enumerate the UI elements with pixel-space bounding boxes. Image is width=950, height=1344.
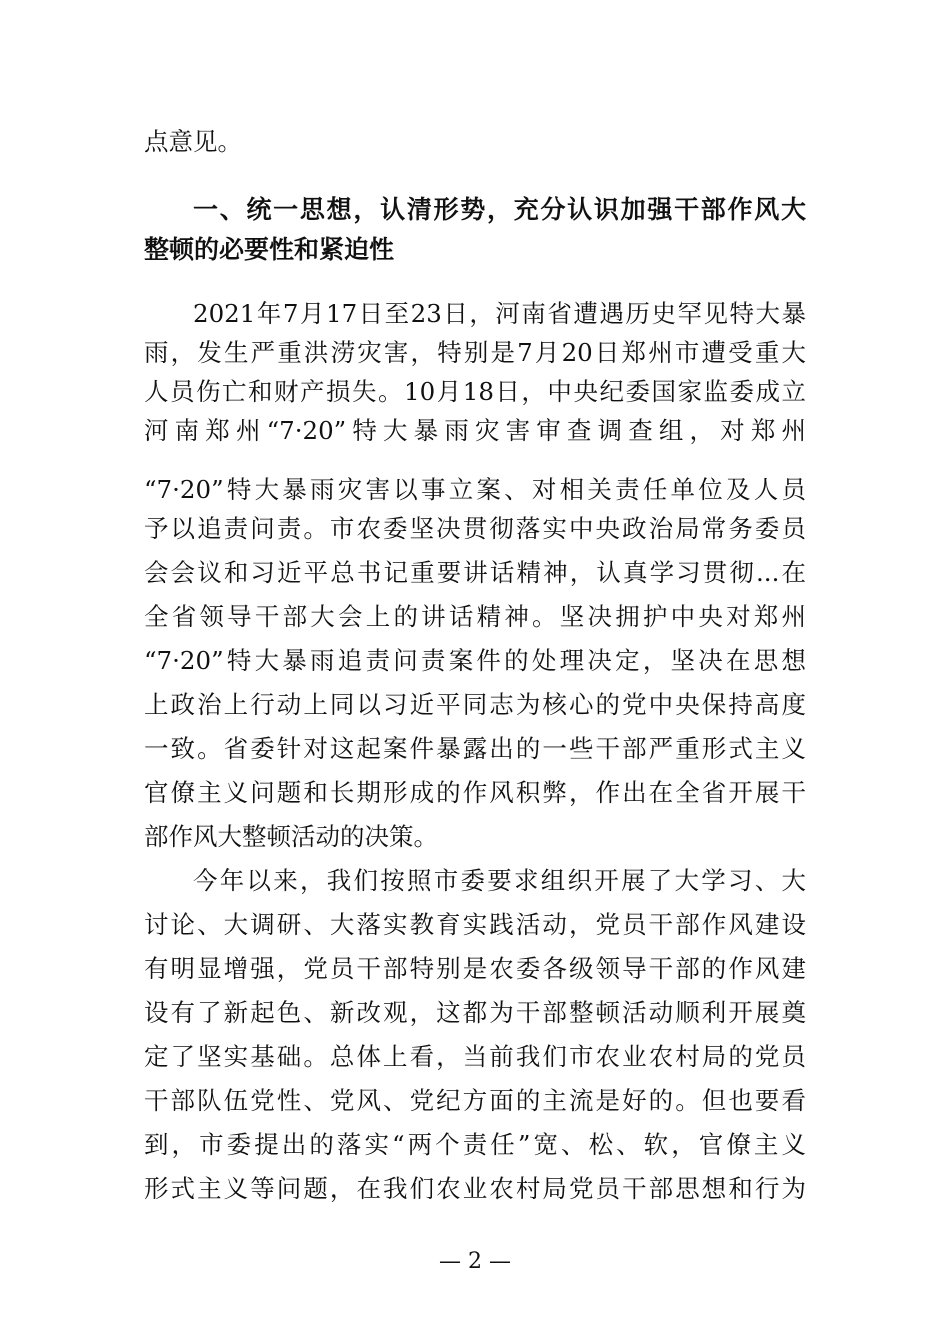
page-number: — 2 — — [439, 1249, 511, 1274]
paragraph-2-line: 干部队伍党性、党风、党纪方面的主流是好的。但也要看 — [144, 1086, 806, 1115]
section-heading-line-2: 整顿的必要性和紧迫性 — [144, 235, 395, 264]
paragraph-1-line: 上政治上行动上同以习近平同志为核心的党中央保持高度 — [144, 690, 806, 719]
paragraph-2-line: 今年以来，我们按照市委要求组织开展了大学习、大 — [193, 866, 806, 895]
paragraph-1-line: “7·20”特大暴雨追责问责案件的处理决定，坚决在思想 — [144, 646, 806, 675]
paragraph-1-line: 一致。省委针对这起案件暴露出的一些干部严重形式主义 — [144, 734, 806, 763]
paragraph-1-line: 人员伤亡和财产损失。10月18日，中央纪委国家监委成立 — [144, 377, 806, 406]
paragraph-2-line: 形式主义等问题，在我们农业农村局党员干部思想和行为 — [144, 1174, 806, 1203]
paragraph-1-line: 雨，发生严重洪涝灾害，特别是7月20日郑州市遭受重大 — [144, 338, 806, 367]
opening-line: 点意见。 — [144, 127, 242, 156]
paragraph-1-line: 会会议和习近平总书记重要讲话精神，认真学习贯彻...在 — [144, 558, 806, 587]
paragraph-1-line: “7·20”特大暴雨灾害以事立案、对相关责任单位及人员 — [144, 475, 806, 504]
paragraph-1-line: 全省领导干部大会上的讲话精神。坚决拥护中央对郑州 — [144, 602, 806, 631]
paragraph-1-line: 部作风大整顿活动的决策。 — [144, 822, 438, 851]
paragraph-1-line: 河南郑州“7·20”特大暴雨灾害审查调查组，对郑州 — [144, 416, 806, 445]
section-heading-line-1: 一、统一思想，认清形势，充分认识加强干部作风大 — [193, 195, 806, 224]
paragraph-2-line: 有明显增强，党员干部特别是农委各级领导干部的作风建 — [144, 954, 806, 983]
paragraph-1-line: 官僚主义问题和长期形成的作风积弊，作出在全省开展干 — [144, 778, 806, 807]
paragraph-2-line: 讨论、大调研、大落实教育实践活动，党员干部作风建设 — [144, 910, 806, 939]
paragraph-2-line: 到，市委提出的落实“两个责任”宽、松、软，官僚主义 — [144, 1130, 806, 1159]
paragraph-2-line: 定了坚实基础。总体上看，当前我们市农业农村局的党员 — [144, 1042, 806, 1071]
paragraph-2-line: 设有了新起色、新改观，这都为干部整顿活动顺利开展奠 — [144, 998, 806, 1027]
paragraph-1-line: 2021年7月17日至23日，河南省遭遇历史罕见特大暴 — [193, 299, 806, 328]
paragraph-1-line: 予以追责问责。市农委坚决贯彻落实中央政治局常务委员 — [144, 514, 806, 543]
